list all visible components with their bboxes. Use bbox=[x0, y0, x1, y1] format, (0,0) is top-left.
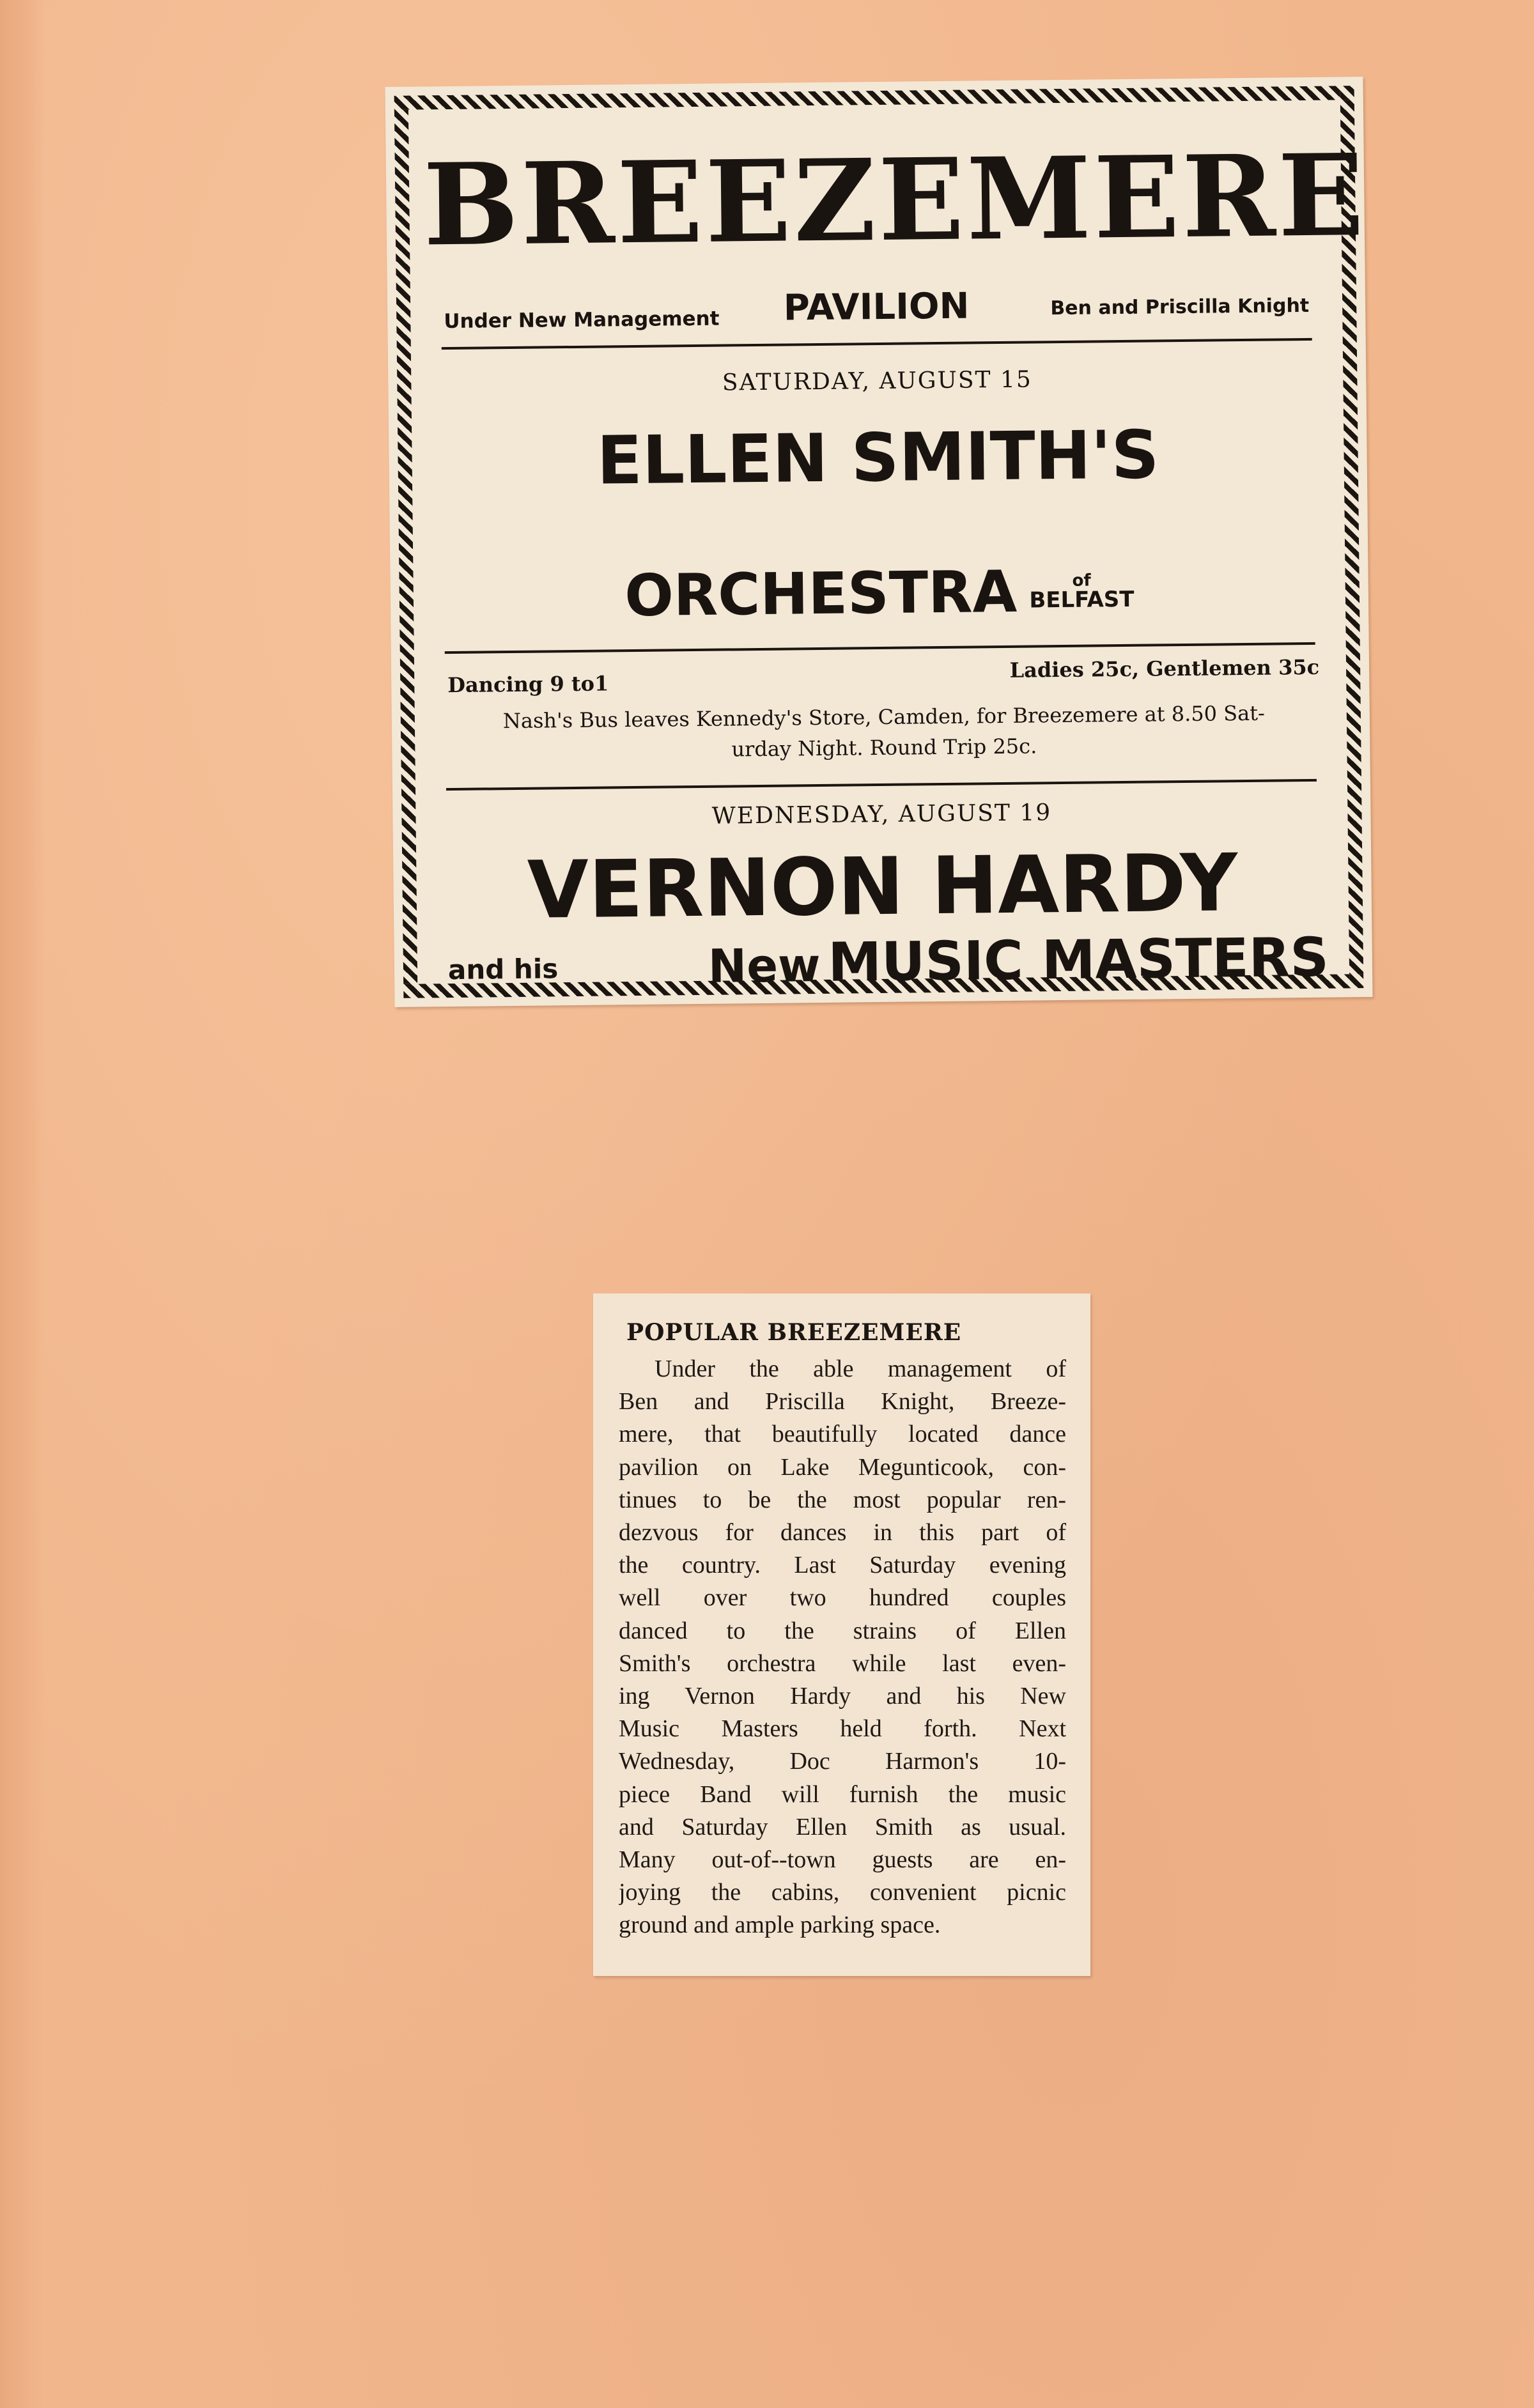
event1-group-row bbox=[427, 555, 1331, 632]
bus-notice-line: Nash's Bus leaves Kennedy's Store, Camden, for Breezemere at 8.50 Sat- bbox=[502, 700, 1266, 734]
dancing-hours: Dancing 9 to1 bbox=[447, 671, 609, 698]
event1-date: SATURDAY, AUGUST 15 bbox=[722, 366, 1033, 396]
article-line: Many out-of--town guests are en- bbox=[619, 1846, 1066, 1874]
management-note: Under New Management bbox=[444, 307, 720, 334]
article-line: Smith's orchestra while last even- bbox=[619, 1649, 1066, 1677]
event2-headliner: VERNON HARDY bbox=[527, 837, 1238, 937]
event1-origin bbox=[1029, 571, 1135, 614]
article-line: tinues to be the most popular ren- bbox=[619, 1486, 1066, 1513]
article-line: and Saturday Ellen Smith as usual. bbox=[619, 1813, 1066, 1841]
bus-notice-line: urday Night. Round Trip 25c. bbox=[731, 734, 1037, 762]
article-clipping bbox=[593, 1293, 1090, 1976]
article-line: the country. Last Saturday evening bbox=[619, 1552, 1066, 1579]
event1-group: ORCHESTRA bbox=[624, 558, 1018, 630]
origin-of: of bbox=[1072, 571, 1091, 590]
event2-date: WEDNESDAY, AUGUST 19 bbox=[711, 799, 1052, 830]
ad-title: BREEZEMERE bbox=[422, 128, 1367, 272]
ad-subtitle-row bbox=[424, 275, 1329, 336]
event2-band-name: MUSIC MASTERS bbox=[827, 925, 1329, 994]
managers-names: Ben and Priscilla Knight bbox=[1050, 294, 1310, 320]
page-edge bbox=[0, 0, 45, 2408]
advertisement-clipping bbox=[385, 77, 1373, 1007]
article-line: Under the able management of bbox=[655, 1355, 1066, 1382]
article-line: pavilion on Lake Megunticook, con- bbox=[619, 1453, 1066, 1481]
ad-subtitle: PAVILION bbox=[783, 285, 970, 329]
admission-prices: Ladies 25c, Gentlemen 35c bbox=[1009, 654, 1320, 683]
article-line: Wednesday, Doc Harmon's 10- bbox=[619, 1748, 1066, 1775]
event2-band-new: New bbox=[708, 938, 821, 993]
divider-rule bbox=[446, 779, 1317, 791]
article-line: Ben and Priscilla Knight, Breeze- bbox=[619, 1388, 1066, 1416]
article-line: piece Band will furnish the music bbox=[619, 1780, 1066, 1808]
advertisement-content bbox=[422, 114, 1367, 994]
event2-and-his: and his bbox=[447, 953, 559, 986]
divider-rule bbox=[442, 338, 1312, 350]
article-line: danced to the strains of Ellen bbox=[619, 1617, 1066, 1644]
article-line: ing Vernon Hardy and his New bbox=[619, 1683, 1066, 1710]
bus-notice bbox=[448, 697, 1321, 768]
event2-band bbox=[708, 926, 1329, 995]
event1-headliner: ELLEN SMITH'S bbox=[596, 415, 1160, 500]
article-line: well over two hundred couples bbox=[619, 1584, 1066, 1612]
article-line: Music Masters held forth. Next bbox=[619, 1715, 1066, 1743]
article-body bbox=[619, 1353, 1066, 1942]
article-line: joying the cabins, convenient picnic bbox=[619, 1879, 1066, 1906]
divider-rule bbox=[445, 642, 1315, 654]
article-line: dezvous for dances in this part of bbox=[619, 1519, 1066, 1547]
origin-place: BELFAST bbox=[1029, 586, 1135, 614]
article-line: mere, that beautifully located dance bbox=[619, 1421, 1066, 1448]
article-line: ground and ample parking space. bbox=[619, 1911, 941, 1939]
article-title: POPULAR BREEZEMERE bbox=[626, 1319, 962, 1346]
